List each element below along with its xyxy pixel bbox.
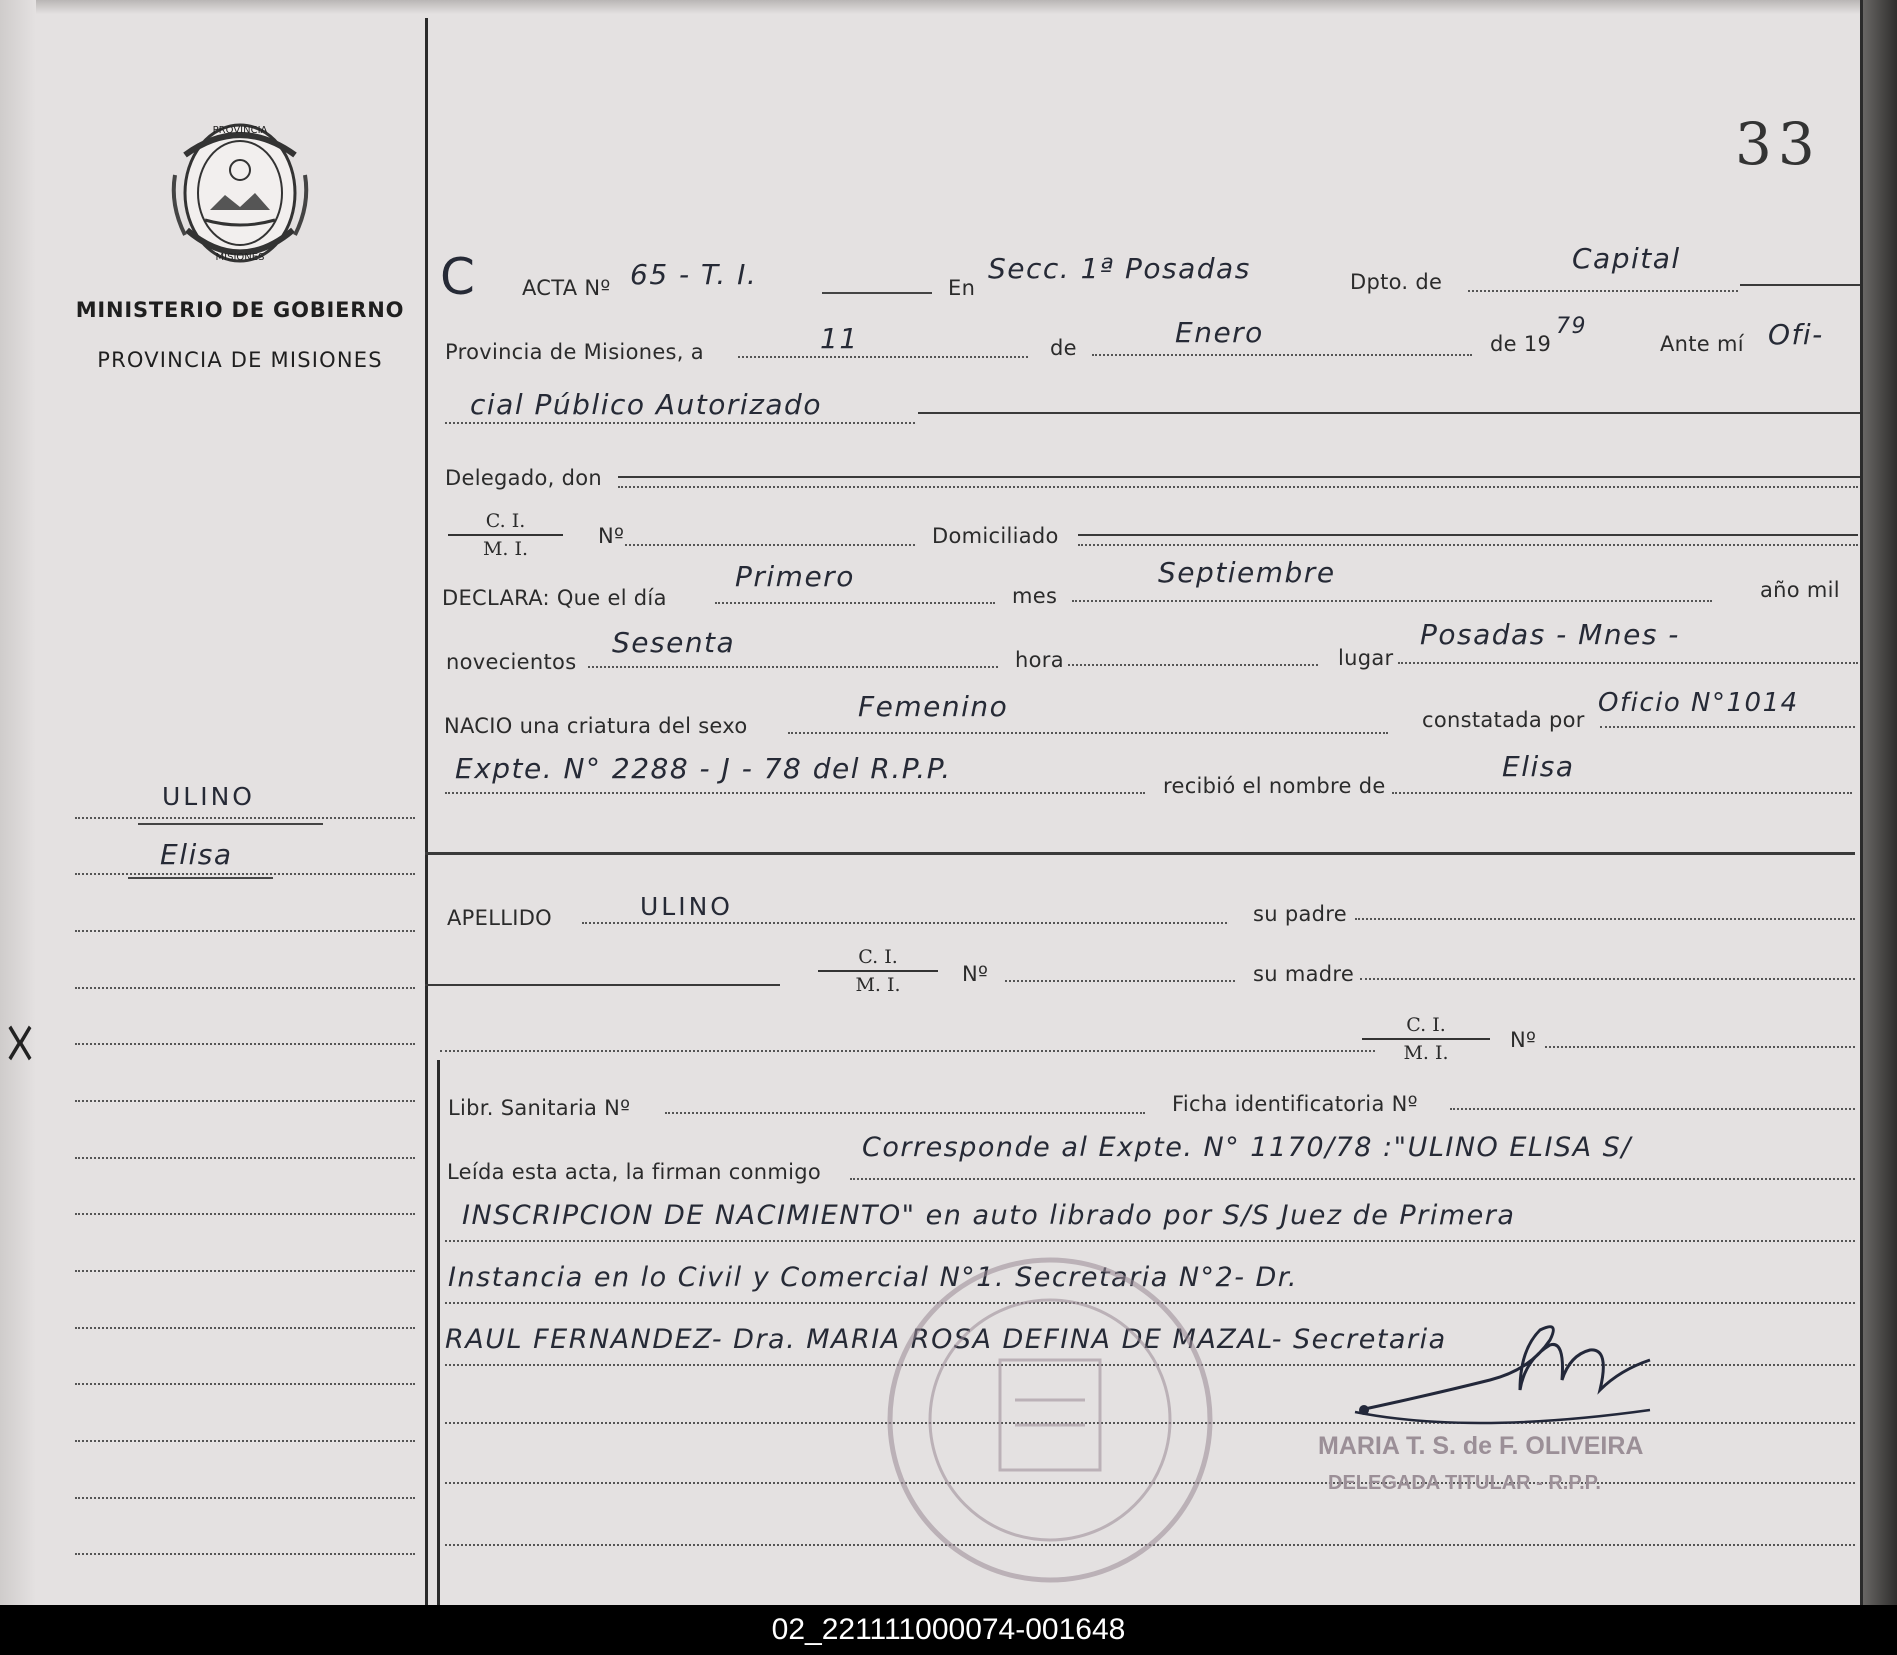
lugar-dotline bbox=[1398, 662, 1858, 664]
declara-label: DECLARA: Que el día bbox=[442, 586, 667, 610]
padre-id-rule bbox=[425, 984, 780, 986]
mes-label: mes bbox=[1012, 584, 1058, 608]
madre-label: su madre bbox=[1253, 962, 1355, 986]
ministry-title: MINISTERIO DE GOBIERNO bbox=[75, 298, 405, 322]
lugar-value: Posadas - Mnes - bbox=[1420, 618, 1680, 651]
padre-dotline bbox=[1355, 918, 1855, 920]
madre-name-dotline bbox=[440, 1050, 1375, 1052]
sexo-value: Femenino bbox=[858, 690, 1009, 723]
margin-given-name-underline bbox=[128, 877, 273, 879]
leida-label: Leída esta acta, la firman conmigo bbox=[447, 1160, 822, 1184]
dpto-label: Dpto. de bbox=[1350, 270, 1443, 294]
note-line-1-dotline bbox=[850, 1178, 1855, 1180]
page-edge bbox=[1862, 0, 1897, 1605]
nombre-value: Elisa bbox=[1502, 750, 1575, 783]
note-line-3: Instancia en lo Civil y Comercial N°1. Secretaria N°2- Dr. bbox=[448, 1262, 1299, 1293]
acta-mark: C bbox=[440, 248, 477, 306]
constatada-value: Oficio N°1014 bbox=[1598, 688, 1799, 718]
margin-given-name: Elisa bbox=[160, 838, 233, 871]
day-value: 11 bbox=[820, 322, 859, 355]
right-border-rule bbox=[1860, 0, 1863, 1605]
mi-label: M. I. bbox=[482, 538, 529, 560]
nombre-dotline bbox=[1392, 792, 1852, 794]
padre-no-dotline bbox=[1005, 980, 1235, 982]
day-dotline bbox=[738, 356, 1028, 358]
row1-rule bbox=[1740, 284, 1860, 286]
expte-dotline bbox=[445, 792, 1145, 794]
binding-mark: ☓ bbox=[4, 1010, 36, 1080]
padre-no-label: Nº bbox=[962, 962, 989, 986]
delegado-no-dotline bbox=[625, 544, 915, 546]
lugar-label: lugar bbox=[1338, 646, 1394, 670]
libr-dotline bbox=[665, 1112, 1145, 1114]
padre-id-type bbox=[818, 946, 938, 996]
acta-underline bbox=[822, 292, 932, 294]
ficha-label: Ficha identificatoria Nº bbox=[1172, 1092, 1418, 1116]
ante-value-cont: cial Público Autorizado bbox=[470, 388, 822, 421]
domiciliado-label: Domiciliado bbox=[932, 524, 1059, 548]
seal-text-bottom: MISIONES bbox=[215, 252, 265, 263]
birth-year-dotline bbox=[588, 666, 998, 668]
official-seal-stamp-icon bbox=[880, 1250, 1220, 1590]
margin-surname-underline bbox=[138, 823, 323, 825]
libr-label: Libr. Sanitaria Nº bbox=[448, 1096, 631, 1120]
delegado-rule bbox=[618, 476, 1860, 478]
dpto-value: Capital bbox=[1572, 242, 1681, 275]
padre-label: su padre bbox=[1253, 902, 1347, 926]
expte-value: Expte. N° 2288 - J - 78 del R.P.P. bbox=[455, 752, 952, 785]
province-title: PROVINCIA DE MISIONES bbox=[97, 348, 383, 372]
provincial-seal-icon bbox=[165, 115, 315, 270]
binding-strip bbox=[0, 0, 36, 1605]
recibio-label: recibió el nombre de bbox=[1163, 774, 1386, 798]
month-value: Enero bbox=[1175, 316, 1264, 349]
birth-day-value: Primero bbox=[735, 560, 855, 593]
inner-column-rule bbox=[437, 1060, 440, 1605]
birth-year-value: Sesenta bbox=[612, 626, 736, 659]
constatada-dotline bbox=[1600, 726, 1855, 728]
folio-number: 33 bbox=[1735, 110, 1821, 178]
ci-label: C. I. bbox=[485, 510, 526, 532]
dpto-dotline bbox=[1468, 290, 1738, 292]
apellido-label: APELLIDO bbox=[447, 906, 552, 930]
madre-mi-label: M. I. bbox=[1403, 1042, 1449, 1064]
note-line-4: RAUL FERNANDEZ- Dra. MARIA ROSA DEFINA DE MAZAL- Secretaria bbox=[445, 1324, 1447, 1355]
apellido-dotline bbox=[582, 922, 1227, 924]
madre-no-label: Nº bbox=[1510, 1028, 1537, 1052]
anio-label: año mil bbox=[1760, 578, 1840, 602]
en-label: En bbox=[948, 276, 976, 300]
row3-dotline bbox=[445, 422, 915, 424]
section-divider bbox=[425, 852, 1855, 855]
stamp-officer-title: DELEGADA TITULAR - R.P.P. bbox=[1328, 1472, 1601, 1494]
constatada-label: constatada por bbox=[1422, 708, 1585, 732]
signature-icon bbox=[1350, 1300, 1670, 1440]
novecientos-label: novecientos bbox=[446, 650, 577, 674]
ante-label: Ante mí bbox=[1660, 332, 1744, 356]
ante-value: Ofi- bbox=[1768, 318, 1824, 351]
left-column-rule bbox=[425, 18, 428, 1605]
de-label: de bbox=[1050, 336, 1077, 360]
hora-dotline bbox=[1068, 664, 1318, 666]
padre-mi-label: M. I. bbox=[855, 974, 901, 996]
birth-month-value: Septiembre bbox=[1158, 556, 1336, 589]
domiciliado-dotline bbox=[1078, 544, 1858, 546]
delegado-label: Delegado, don bbox=[445, 466, 602, 490]
archive-code-label: 02_221111000074-001648 bbox=[0, 1605, 1897, 1655]
madre-id-type bbox=[1362, 1014, 1490, 1064]
domiciliado-rule bbox=[1078, 534, 1858, 536]
madre-ci-label: C. I. bbox=[1406, 1014, 1446, 1036]
month-dotline bbox=[1092, 354, 1472, 356]
birth-day-dotline bbox=[715, 602, 995, 604]
delegado-no-label: Nº bbox=[598, 524, 625, 548]
delegado-id-type bbox=[448, 510, 563, 560]
padre-ci-label: C. I. bbox=[858, 946, 898, 968]
acta-label: ACTA Nº bbox=[522, 276, 611, 300]
hora-label: hora bbox=[1015, 648, 1064, 672]
acta-value: 65 - T. I. bbox=[630, 258, 758, 291]
margin-surname: ULINO bbox=[162, 782, 255, 811]
note-line-1: Corresponde al Expte. N° 1170/78 :"ULINO ELISA S/ bbox=[862, 1132, 1632, 1163]
en-value: Secc. 1ª Posadas bbox=[988, 252, 1251, 285]
madre-no-dotline bbox=[1545, 1046, 1855, 1048]
madre-dotline bbox=[1360, 978, 1855, 980]
delegado-dotline bbox=[618, 486, 1858, 488]
note-line-2-dotline bbox=[445, 1240, 1855, 1242]
ficha-dotline bbox=[1450, 1108, 1855, 1110]
nacio-label: NACIO una criatura del sexo bbox=[444, 714, 748, 738]
seal-text-top: PROVINCIA bbox=[212, 125, 268, 136]
apellido-value: ULINO bbox=[640, 892, 733, 921]
sexo-dotline bbox=[788, 732, 1388, 734]
row3-rule bbox=[918, 412, 1860, 414]
page-top-shadow bbox=[0, 0, 1897, 14]
provincia-label: Provincia de Misiones, a bbox=[445, 340, 704, 364]
note-line-2: INSCRIPCION DE NACIMIENTO" en auto librado por S/S Juez de Primera bbox=[462, 1200, 1516, 1231]
stamp-officer-name: MARIA T. S. de F. OLIVEIRA bbox=[1318, 1432, 1644, 1460]
year-label: de 19 bbox=[1490, 332, 1552, 356]
year-value: 79 bbox=[1556, 314, 1587, 339]
birth-month-dotline bbox=[1072, 600, 1712, 602]
